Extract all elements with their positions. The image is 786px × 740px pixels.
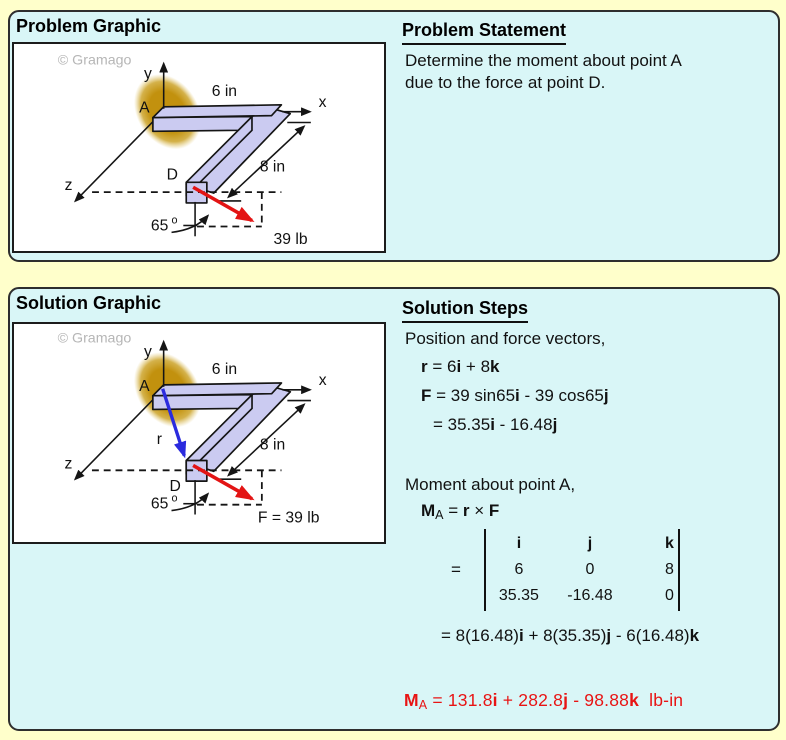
matrix-cell: 6 <box>514 561 524 578</box>
solution-diagram-shapes <box>75 339 311 514</box>
determinant-matrix <box>451 529 680 611</box>
x-axis-label: x <box>318 93 327 111</box>
r-vector-label: r <box>156 430 163 448</box>
z-axis <box>75 392 163 479</box>
matrix-cell: 8 <box>665 561 674 578</box>
z-axis-label: z <box>64 177 73 195</box>
degree-symbol: o <box>171 492 178 505</box>
matrix-cell: k <box>665 535 674 552</box>
z-axis <box>75 114 160 201</box>
problem-graphic-canvas <box>12 42 386 253</box>
bar-top-face <box>153 105 282 118</box>
z-axis-label: z <box>64 455 73 473</box>
point-d-label: D <box>166 166 178 184</box>
point-d-label: D <box>169 477 181 495</box>
point-a-label: A <box>139 377 150 395</box>
equation-f: F = 39 sin65i - 39 cos65j <box>421 386 609 405</box>
dim-8in-label: 8 in <box>259 436 286 454</box>
matrix-cell: -16.48 <box>567 587 613 604</box>
step-position-force-intro: Position and force vectors, <box>405 329 606 348</box>
equation-expanded: = 8(16.48)i + 8(35.35)j - 6(16.48)k <box>441 626 700 645</box>
equation-r: r = 6i + 8k <box>421 357 500 376</box>
problem-diagram-svg <box>14 44 384 251</box>
equals-sign: = <box>451 560 461 579</box>
watermark: © Gramago <box>57 330 132 347</box>
matrix-cell: i <box>516 535 522 552</box>
matrix-cell: 0 <box>665 587 674 604</box>
dim-8in-label: 8 in <box>259 158 286 176</box>
problem-diagram-shapes <box>75 61 310 236</box>
solution-graphic-canvas <box>12 322 386 544</box>
matrix-cell: j <box>587 535 593 552</box>
problem-panel <box>8 10 780 262</box>
solution-steps-heading: Solution Steps <box>402 298 528 323</box>
step-moment-intro: Moment about point A, <box>405 475 576 494</box>
matrix-cell: 0 <box>585 561 595 578</box>
force-value-label: F = 39 lb <box>257 509 320 527</box>
solution-diagram-svg <box>14 324 384 542</box>
result-moment: $M_A = 131.8i + 282.8j - 98.88k$ lb-in <box>404 690 684 712</box>
solution-panel <box>8 287 780 731</box>
dim-6in-label: 6 in <box>211 361 238 379</box>
bar-top-face <box>153 383 282 396</box>
watermark: © Gramago <box>57 52 132 69</box>
solution-graphic-title: Solution Graphic <box>16 293 162 313</box>
statement-line: Determine the moment about point A <box>405 51 682 70</box>
angle-label: 65 <box>150 217 169 235</box>
bar-front-face <box>153 117 252 132</box>
matrix-cell: 35.35 <box>498 587 539 604</box>
problem-graphic-title: Problem Graphic <box>16 16 162 36</box>
y-axis-label: y <box>144 343 152 361</box>
equation-moment: $M_A = r \times F$ <box>421 501 500 522</box>
force-value-label: 39 lb <box>273 231 308 249</box>
statement-line: due to the force at point D. <box>405 73 606 92</box>
determinant-grid <box>486 531 678 609</box>
dim-6in-label: 6 in <box>211 82 238 100</box>
problem-statement-text <box>405 50 682 94</box>
x-axis-label: x <box>318 371 327 389</box>
determinant-bars <box>484 529 680 611</box>
equation-f-evaluated: = 35.35i - 16.48j <box>433 415 558 434</box>
degree-symbol: o <box>171 214 178 227</box>
point-a-label: A <box>139 99 150 117</box>
y-axis-label: y <box>144 65 152 83</box>
problem-statement-heading: Problem Statement <box>402 20 566 45</box>
angle-label: 65 <box>150 495 169 513</box>
